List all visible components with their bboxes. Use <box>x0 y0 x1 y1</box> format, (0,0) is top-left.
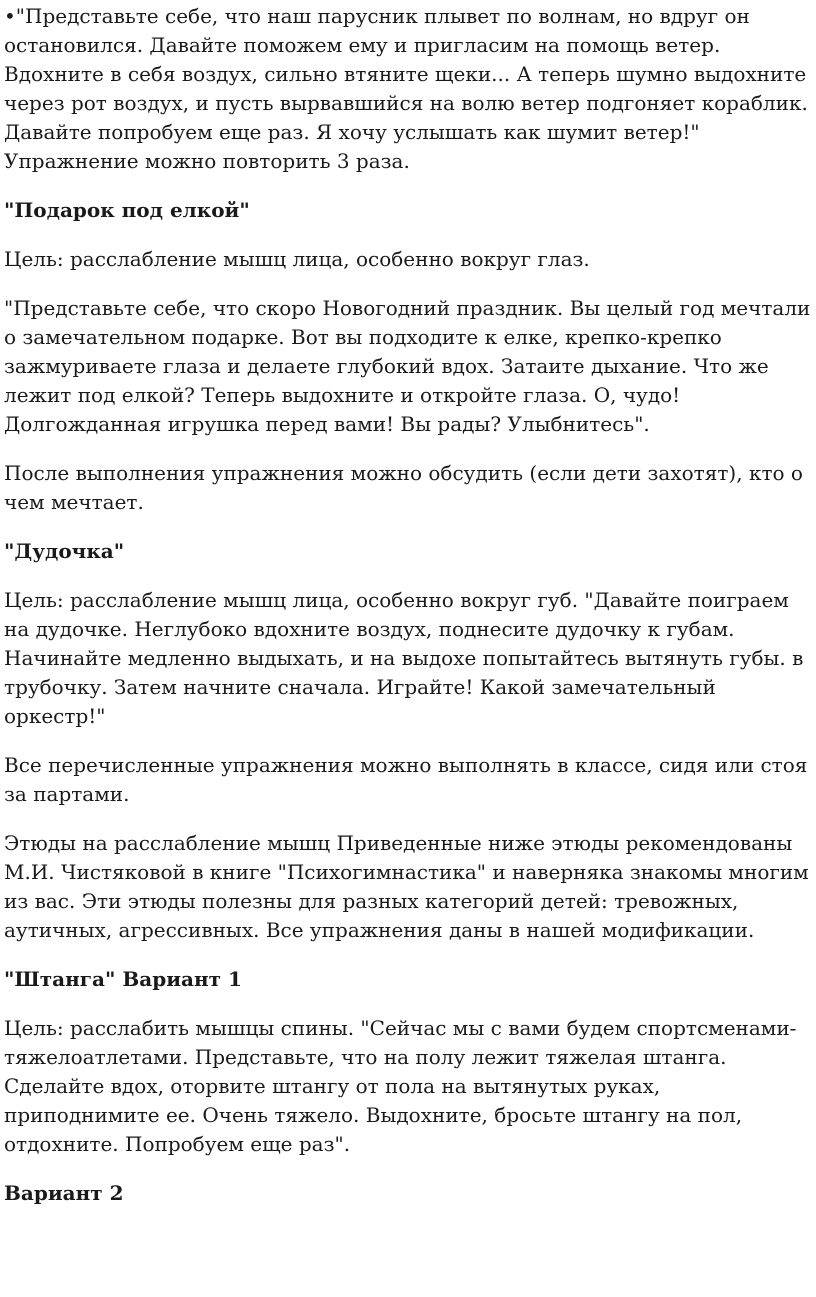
heading-barbell-variant-1: "Штанга" Вариант 1 <box>4 967 242 991</box>
paragraph-classroom-note: Все перечисленные упражнения можно выполнять в классе, сидя или стоя за партами. <box>4 753 808 806</box>
paragraph-discussion-note: После выполнения упражнения можно обсудить (если дети захотят), кто о чем мечтает. <box>4 461 803 514</box>
paragraph-relaxation-etudes: Этюды на расслабление мышц Приведенные ниже этюды рекомендованы М.И. Чистяковой в книге "Психогимнастика" и наверняка знакомы многим из вас. Эти этюды полезны для разных категорий детей: тревожных, аутичных, агрессивных. Все упражнения даны в нашей модификации. <box>4 831 809 942</box>
heading-pipe: "Дудочка" <box>4 539 125 563</box>
paragraph-barbell-instructions: Цель: расслабить мышцы спины. "Сейчас мы с вами будем спортсменами-тяжелоатлетами. Представьте, что на полу лежит тяжелая штанга. Сделайте вдох, оторвите штангу от пола на вытянутых руках, приподнимите ее. Очень тяжело. Выдохните, бросьте штангу на пол, отдохните. Попробуем еще раз". <box>4 1016 797 1156</box>
paragraph-sailboat-exercise: •"Представьте себе, что наш парусник плывет по волнам, но вдруг он остановился. Давайте поможем ему и пригласим на помощь ветер. Вдохните в себя воздух, сильно втяните щеки... А теперь шумно выдохните через рот воздух, и пусть вырвавшийся на волю ветер подгоняет кораблик. Давайте попробуем еще раз. Я хочу услышать как шумит ветер!" Упражнение можно повторить 3 раза. <box>4 4 808 173</box>
paragraph-gift-instructions: "Представьте себе, что скоро Новогодний праздник. Вы целый год мечтали о замечательном подарке. Вот вы подходите к елке, крепко-крепко зажмуриваете глаза и делаете глубокий вдох. Затаите дыхание. Что же лежит под елкой? Теперь выдохните и откройте глаза. О, чудо! Долгожданная игрушка перед вами! Вы рады? Улыбнитесь". <box>4 296 811 436</box>
paragraph-goal-eyes: Цель: расслабление мышц лица, особенно вокруг глаз. <box>4 247 590 271</box>
heading-gift-under-tree: "Подарок под елкой" <box>4 198 250 222</box>
heading-variant-2: Вариант 2 <box>4 1181 124 1205</box>
paragraph-pipe-instructions: Цель: расслабление мышц лица, особенно вокруг губ. "Давайте поиграем на дудочке. Неглубоко вдохните воздух, поднесите дудочку к губам. Начинайте медленно выдыхать, и на выдохе попытайтесь вытянуть губы. в трубочку. Затем начните сначала. Играйте! Какой замечательный оркестр!" <box>4 588 804 728</box>
